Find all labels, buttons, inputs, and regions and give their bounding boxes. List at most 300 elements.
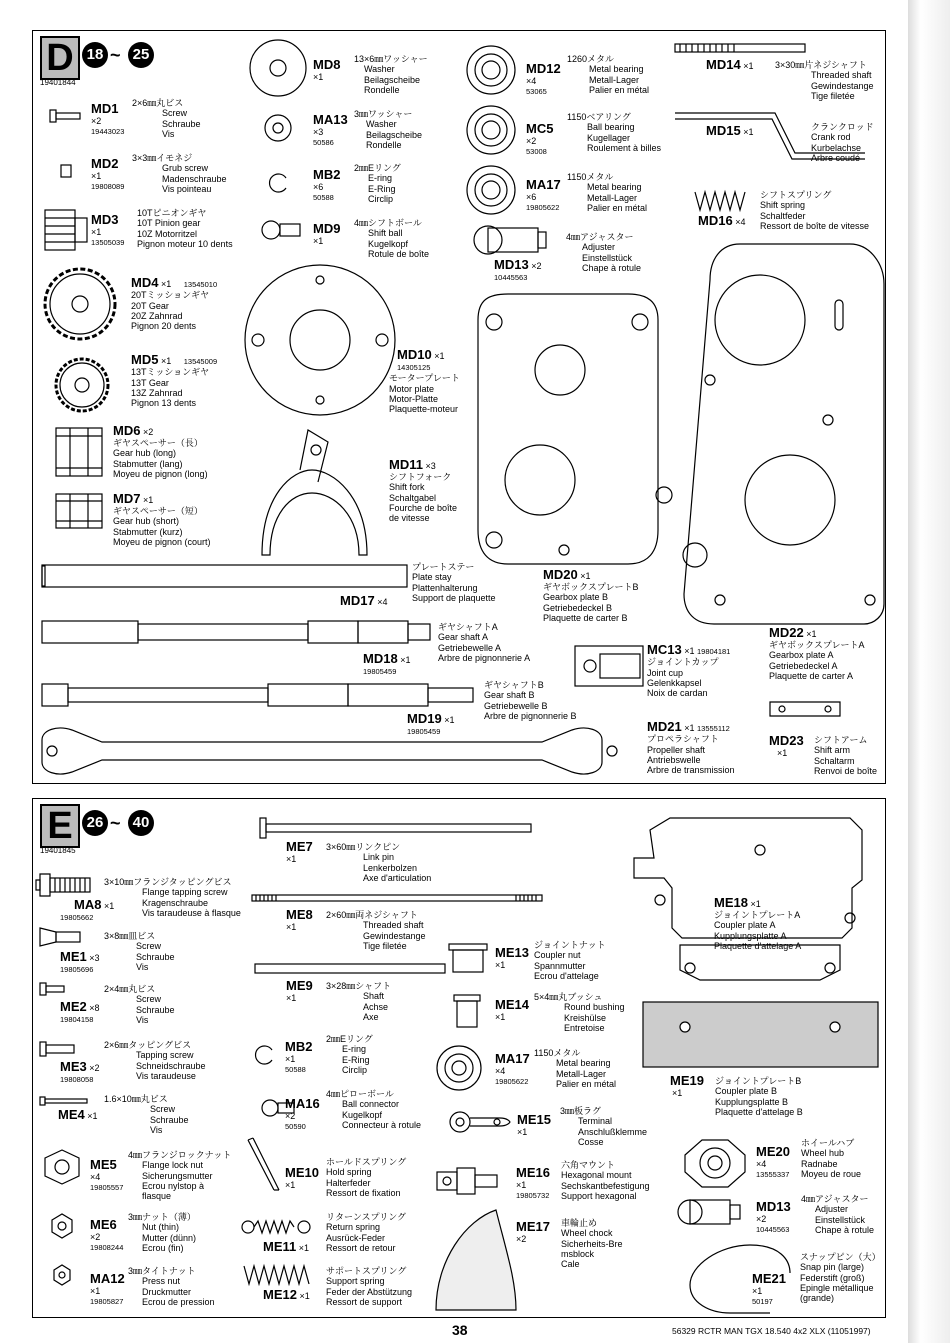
label-text: ×3 — [313, 127, 324, 137]
label-text: Metall-Lager — [556, 1068, 607, 1079]
label-text: MD6 — [113, 423, 141, 438]
label-text: ギヤスペーサー（短） — [113, 506, 203, 516]
label-text: MD22 — [769, 625, 804, 640]
label-text: msblock — [561, 1248, 595, 1259]
label-text: ME1 — [60, 949, 87, 964]
label-text: 10445563 — [494, 273, 528, 282]
label-text: Ressort de retour — [326, 1242, 396, 1253]
label-text: ×4 — [735, 217, 746, 227]
label-text: Vis pointeau — [162, 183, 212, 194]
label-text: 3㎜板ラグ — [560, 1106, 602, 1116]
label-text: Palier en métal — [556, 1078, 617, 1089]
label-text: Gear hub (long) — [113, 448, 177, 459]
label-text: Moyeu de pignon (court) — [113, 536, 211, 547]
me20-wheel-hub-drawing — [685, 1140, 745, 1187]
label-text: Kugelkopf — [342, 1109, 383, 1120]
label-text: MD21 — [647, 719, 682, 734]
label-text: ×1 — [90, 1286, 101, 1296]
part-me11-desc — [326, 1212, 406, 1253]
label-text: MD23 — [769, 733, 804, 748]
label-text: Entretoise — [564, 1022, 605, 1033]
label-text: Schaltfeder — [760, 210, 806, 221]
part-mb2-e — [285, 1040, 312, 1076]
part-me14-desc — [534, 992, 625, 1033]
label-text: 20T Gear — [131, 300, 169, 311]
label-text: Plaquette d'attelage B — [715, 1106, 803, 1117]
label-text: ×1 — [684, 646, 695, 656]
label-text: クランクロッド — [811, 122, 874, 132]
label-text: Ecrou de pression — [142, 1296, 215, 1307]
label-text: 19808244 — [90, 1243, 124, 1253]
part-ma12-desc — [128, 1266, 215, 1307]
label-text: 53065 — [526, 87, 547, 97]
part-me10 — [285, 1166, 319, 1190]
label-text: Feder der Abstützung — [326, 1286, 413, 1297]
label-text: ×1 — [516, 1180, 527, 1190]
label-text: Tige filetée — [363, 940, 407, 951]
label-text: 3×60㎜リンクピン — [326, 842, 401, 852]
label-text: 50588 — [313, 193, 334, 203]
label-text: ×1 — [806, 629, 817, 639]
label-text: Joint cup — [647, 667, 684, 678]
label-text: Arbre coudé — [811, 152, 861, 163]
label-text: 2㎜Eリング — [354, 163, 401, 173]
label-text: ×1 — [400, 655, 411, 665]
part-ma16 — [285, 1097, 320, 1133]
label-text: Motor-Platte — [389, 393, 439, 404]
part-me3-desc — [104, 1040, 206, 1081]
label-text: ×1 — [286, 993, 297, 1003]
label-text: Schraube — [136, 1004, 175, 1015]
label-text: 3㎜ナット（薄） — [128, 1212, 196, 1222]
label-text: 3×10㎜フランジタッピングビス — [104, 877, 232, 887]
label-text: MD15 — [706, 123, 741, 138]
label-text: Return spring — [326, 1222, 381, 1233]
label-text: ×1 — [672, 1088, 683, 1098]
part-me17-desc — [561, 1218, 623, 1269]
label-text: ME17 — [516, 1219, 550, 1234]
label-text: Motor plate — [389, 383, 435, 394]
label-text: 10T Pinion gear — [137, 218, 201, 229]
label-text: de vitesse — [389, 513, 430, 524]
label-text: Metal bearing — [556, 1058, 611, 1069]
me19-coupler-plate-b-drawing — [643, 1002, 878, 1067]
label-text: ME14 — [495, 997, 529, 1012]
part-me2 — [60, 1000, 100, 1025]
label-text: ×4 — [526, 76, 537, 86]
label-text: Axe — [363, 1011, 379, 1022]
label-text: Screw — [150, 1104, 176, 1115]
label-text: 50590 — [285, 1122, 306, 1132]
label-text: E-ring — [368, 173, 393, 184]
label-text: 4㎜シフトボール — [354, 218, 422, 228]
label-text: Ball connector — [342, 1099, 400, 1110]
label-text: Anschlußklemme — [578, 1126, 648, 1137]
label-text: ジョイントナット — [534, 940, 606, 950]
label-text: Schraube — [150, 1114, 189, 1125]
label-text: ME11 — [263, 1239, 297, 1254]
part-me13-desc — [534, 940, 606, 981]
label-text: ×1 — [434, 351, 445, 361]
label-text: Arbre de pignonnerie B — [484, 710, 577, 721]
label-text: 3×28㎜シャフト — [326, 981, 392, 991]
mb2-ering-drawing — [256, 1046, 272, 1064]
label-text: E-Ring — [342, 1054, 370, 1065]
label-text: 13545010 — [183, 280, 218, 289]
step-to-badge: 40 — [128, 810, 154, 836]
label-text: Connecteur à rotule — [342, 1119, 422, 1130]
label-text: ×1 — [750, 899, 761, 909]
part-me7-desc — [326, 842, 431, 883]
part-me4-desc — [104, 1094, 189, 1135]
label-text: MC5 — [526, 121, 554, 136]
part-me1 — [60, 950, 100, 975]
label-text: Mutter (dünn) — [142, 1232, 197, 1243]
label-text: Getriebewelle A — [438, 642, 502, 653]
ma8-screw-drawing — [36, 874, 90, 896]
label-text: Coupler plate A — [714, 920, 776, 931]
part-me19 — [670, 1074, 704, 1098]
desc-jp: 2×6㎜丸ビス — [132, 98, 184, 108]
catalog-number: 19401845 — [40, 846, 76, 855]
label-text: Metal bearing — [587, 182, 642, 193]
label-text: MD19 — [407, 711, 442, 726]
label-text: ×1 — [87, 1111, 98, 1121]
part-me17 — [516, 1220, 550, 1244]
label-text: Hexagonal mount — [561, 1170, 632, 1181]
label-text: ギヤボックスプレートB — [543, 582, 639, 592]
part-ma12 — [90, 1272, 125, 1308]
label-text: MD8 — [313, 57, 341, 72]
label-text: (grande) — [800, 1293, 835, 1304]
label-text: ×1 — [517, 1127, 528, 1137]
label-text: Vis taraudeuse à flasque — [142, 907, 241, 918]
label-text: Gelenkkapsel — [647, 677, 702, 688]
label-text: ギヤボックスプレートA — [769, 640, 865, 650]
part-me16-desc — [561, 1160, 650, 1201]
label-text: Chape à rotule — [582, 262, 642, 273]
label-text: MD16 — [698, 213, 733, 228]
label-text: ×8 — [89, 1003, 100, 1013]
label-text: シフトスプリング — [760, 190, 832, 200]
desc-de: Schraube — [162, 118, 201, 129]
label-text: 19805459 — [363, 667, 397, 676]
label-text: Cale — [561, 1259, 580, 1270]
label-text: Einstellstück — [815, 1214, 866, 1225]
label-text: Metall-Lager — [587, 192, 638, 203]
part-me21 — [752, 1272, 786, 1308]
label-text: 3㎜ワッシャー — [354, 109, 413, 119]
label-text: Rondelle — [366, 139, 402, 150]
label-text: ×1 — [313, 72, 324, 82]
label-text: ME20 — [756, 1144, 790, 1159]
label-text: 19805827 — [90, 1297, 124, 1307]
label-text: Achse — [363, 1001, 389, 1012]
label-text: 13505039 — [91, 238, 125, 248]
label-text: Spannmutter — [534, 960, 586, 971]
label-text: ×1 — [777, 748, 788, 758]
label-text: Snap pin (large) — [800, 1262, 865, 1273]
label-text: ×1 — [142, 495, 154, 505]
label-text: ME6 — [90, 1217, 117, 1232]
label-text: ×3 — [425, 461, 436, 471]
me6-nut-drawing — [52, 1214, 72, 1238]
label-text: 3×3㎜イモネジ — [132, 153, 193, 163]
label-text: Washer — [364, 64, 395, 75]
label-text: Gear hub (short) — [113, 516, 180, 527]
label-text: 20Tミッションギヤ — [131, 290, 210, 301]
label-text: ME9 — [286, 978, 313, 993]
label-text: ×1 — [299, 1291, 310, 1301]
label-text: E-ring — [342, 1044, 367, 1055]
label-text: ME10 — [285, 1165, 319, 1180]
label-text: Stabmutter (kurz) — [113, 526, 183, 537]
label-text: Rotule de boîte — [368, 248, 430, 259]
part-number: 19808089 — [91, 182, 125, 192]
label-text: MD20 — [543, 567, 578, 582]
label-text: Pignon 20 dents — [131, 321, 197, 332]
label-text: Threaded shaft — [363, 920, 424, 931]
part-me20 — [756, 1145, 790, 1181]
label-text: 13555112 — [696, 724, 730, 733]
label-text: Shift spring — [760, 200, 806, 211]
label-text: Ressort de fixation — [326, 1187, 401, 1198]
label-text: Press nut — [142, 1276, 181, 1287]
part-ma17-e — [495, 1052, 530, 1088]
part-me21-desc — [800, 1252, 881, 1303]
me3-screw-drawing — [40, 1042, 74, 1056]
part-me4 — [58, 1108, 98, 1122]
me8-threaded-shaft-drawing — [252, 895, 542, 901]
label-text: 10445563 — [756, 1225, 790, 1235]
part-me14 — [495, 998, 529, 1022]
step-to-badge: 25 — [128, 42, 154, 68]
me10-hold-spring-drawing — [248, 1138, 279, 1190]
label-text: ×6 — [526, 192, 537, 202]
label-text: Federstift (groß) — [800, 1272, 865, 1283]
label-text: Fourche de boîte — [389, 502, 458, 513]
label-text: Gewindestange — [363, 930, 426, 941]
label-text: ×1 — [160, 279, 172, 289]
label-text: 1150ベアリング — [567, 112, 631, 122]
me16-hex-mount-drawing — [437, 1168, 497, 1194]
part-ma8 — [60, 897, 115, 923]
label-text: 13T Gear — [131, 377, 169, 388]
label-text: Shift arm — [814, 745, 851, 756]
label-text: ×1 — [286, 854, 297, 864]
label-text: Moyeu de roue — [801, 1168, 862, 1179]
label-text: プロペラシャフト — [647, 734, 719, 745]
label-text: Ressort de boîte de vitesse — [760, 220, 870, 231]
label-text: ホイールハブ — [801, 1138, 855, 1148]
part-me12-desc — [326, 1266, 412, 1307]
label-text: Wheel hub — [801, 1148, 845, 1159]
catalog-number: 19401844 — [40, 78, 76, 87]
label-text: 50586 — [313, 138, 334, 148]
part-ma8-desc — [104, 877, 241, 918]
label-text: MA16 — [285, 1096, 320, 1111]
label-text: 19805622 — [526, 203, 560, 213]
label-text: ×1 — [286, 922, 297, 932]
label-text: Druckmutter — [142, 1286, 192, 1297]
label-text: ×2 — [756, 1214, 767, 1224]
label-text: ×1 — [91, 227, 102, 237]
label-text: Antriebswelle — [647, 754, 701, 765]
label-text: 50197 — [752, 1297, 773, 1307]
label-text: MD18 — [363, 651, 398, 666]
label-text: Gearbox plate A — [769, 650, 834, 661]
part-me6-desc — [128, 1212, 196, 1253]
label-text: MD11 — [389, 457, 423, 472]
me17-wheel-chock-drawing — [436, 1210, 516, 1310]
label-text: 3×30㎜片ネジシャフト — [775, 60, 867, 70]
label-text: Kugellager — [587, 132, 631, 143]
step-from-badge: 26 — [82, 810, 108, 836]
label-text: flasque — [142, 1191, 172, 1202]
label-text: MD13 — [756, 1199, 791, 1214]
label-text: Plaquette-moteur — [389, 404, 459, 415]
label-text: ×1 — [313, 236, 324, 246]
me9-shaft-drawing — [255, 964, 445, 973]
label-text: Cosse — [578, 1136, 604, 1147]
label-text: 2×60㎜両ネジシャフト — [326, 910, 418, 920]
label-text: Sicherungsmutter — [142, 1170, 213, 1181]
label-text: 2㎜Eリング — [326, 1034, 373, 1044]
part-number: 19443023 — [91, 127, 125, 137]
md13-adjuster-e-drawing — [678, 1200, 740, 1224]
label-text: Circlip — [368, 193, 394, 204]
label-text: 4㎜アジャスター — [566, 232, 634, 242]
label-text: Gear shaft B — [484, 690, 535, 701]
part-md13-e — [756, 1200, 791, 1236]
label-text: Kupplungsplatte B — [715, 1096, 789, 1107]
label-text: Ressort de support — [326, 1296, 403, 1307]
label-text: Nut (thin) — [142, 1222, 180, 1233]
me13-coupler-nut-drawing — [449, 944, 487, 972]
label-text: Hold spring — [326, 1167, 372, 1178]
part-ma17-e-desc — [534, 1048, 616, 1089]
me4-screw-drawing — [40, 1097, 87, 1105]
label-text: Metall-Lager — [589, 74, 640, 85]
label-text: Circlip — [342, 1064, 368, 1075]
label-text: Coupler plate B — [715, 1086, 778, 1097]
label-text: Shift ball — [368, 228, 403, 239]
label-text: ×1 — [285, 1054, 296, 1064]
label-text: Metal bearing — [589, 64, 644, 75]
label-text: MB2 — [313, 167, 341, 182]
desc-fr: Vis — [162, 128, 175, 139]
label-text: 3×8㎜皿ビス — [104, 931, 156, 941]
label-text: Ausrück-Feder — [326, 1232, 386, 1243]
label-text: Getriebedeckel A — [769, 660, 838, 671]
part-mb2-e-desc — [326, 1034, 373, 1075]
label-text: Arbre de pignonnerie A — [438, 652, 531, 663]
label-text: ×1 — [495, 1012, 506, 1022]
label-text: Palier en métal — [589, 84, 650, 95]
label-text: Noix de cardan — [647, 688, 708, 699]
label-text: MD5 — [131, 352, 159, 367]
label-text: ME12 — [263, 1287, 297, 1302]
label-text: Support spring — [326, 1276, 385, 1287]
label-text: 10Z Motorritzel — [137, 228, 198, 239]
label-text: MD4 — [131, 275, 159, 290]
label-text: 53008 — [526, 147, 547, 157]
label-text: MD13 — [494, 257, 529, 272]
label-text: スナップピン（大） — [800, 1252, 881, 1262]
label-text: Screw — [136, 941, 162, 952]
part-code: MD2 — [91, 156, 119, 171]
label-text: 1150メタル — [567, 172, 614, 182]
part-me3 — [60, 1060, 100, 1085]
label-text: 19805732 — [516, 1191, 550, 1201]
footer-reference: 56329 RCTR MAN TGX 18.540 4x2 XLX (11051997) — [672, 1326, 871, 1336]
label-text: MD3 — [91, 212, 119, 227]
label-text: 19805557 — [90, 1183, 124, 1193]
label-text: ×4 — [377, 597, 388, 607]
label-text: Sechskantbefestigung — [561, 1180, 650, 1191]
label-text: ×1 — [743, 61, 754, 71]
label-text: 1260メタル — [567, 54, 615, 64]
label-text: MD7 — [113, 491, 141, 506]
label-text: Shaft — [363, 991, 385, 1002]
label-text: 1150メタル — [534, 1048, 581, 1058]
label-text: 13×6㎜ワッシャー — [354, 54, 428, 64]
label-text: 19805696 — [60, 965, 94, 974]
part-me15 — [517, 1113, 551, 1137]
label-text: Grub screw — [162, 163, 209, 174]
label-text: ×1 — [160, 356, 172, 366]
label-text: 19805662 — [60, 913, 94, 922]
section-e-letter: E — [40, 804, 80, 848]
label-text: ギヤシャフトB — [484, 680, 544, 690]
label-text: Kurbelachse — [811, 142, 862, 153]
part-md13-e-desc — [801, 1194, 874, 1235]
label-text: 19808058 — [60, 1075, 94, 1084]
label-text: Plattenhalterung — [412, 582, 478, 593]
label-text: Lenkerbolzen — [363, 862, 418, 873]
label-text: Radnabe — [801, 1158, 838, 1169]
label-text: Support de plaquette — [412, 592, 496, 603]
label-text: リターンスプリング — [326, 1212, 407, 1222]
ma12-nut-drawing — [54, 1265, 70, 1285]
label-text: Getriebewelle B — [484, 700, 548, 711]
label-text: Pignon moteur 10 dents — [137, 238, 233, 249]
label-text: ×1 — [580, 571, 591, 581]
part-qty: ×2 — [91, 116, 102, 126]
label-text: 1.6×10㎜丸ビス — [104, 1094, 168, 1104]
me11-return-spring-drawing — [242, 1221, 310, 1233]
label-text: ×1 — [684, 723, 695, 733]
label-text: 2×6㎜タッピングビス — [104, 1040, 192, 1050]
label-text: 50588 — [285, 1065, 306, 1075]
label-text: ME18 — [714, 895, 748, 910]
label-text: シフトフォーク — [389, 472, 452, 482]
label-text: Sicherheits-Bre — [561, 1238, 623, 1249]
label-text: ×2 — [90, 1232, 101, 1242]
part-me12 — [263, 1288, 310, 1302]
label-text: Schaltarm — [814, 755, 855, 766]
label-text: Plaquette de carter A — [769, 670, 854, 681]
desc-en: Screw — [162, 108, 188, 119]
part-me10-desc — [326, 1157, 406, 1198]
label-text: ×3 — [89, 953, 100, 963]
label-text: Plaquette d'attelage A — [714, 940, 802, 951]
label-text: ME2 — [60, 999, 87, 1014]
part-me15-desc — [560, 1106, 647, 1147]
me1-screw-drawing — [40, 928, 80, 946]
label-text: E-Ring — [368, 183, 396, 194]
me14-bushing-drawing — [454, 995, 480, 1027]
